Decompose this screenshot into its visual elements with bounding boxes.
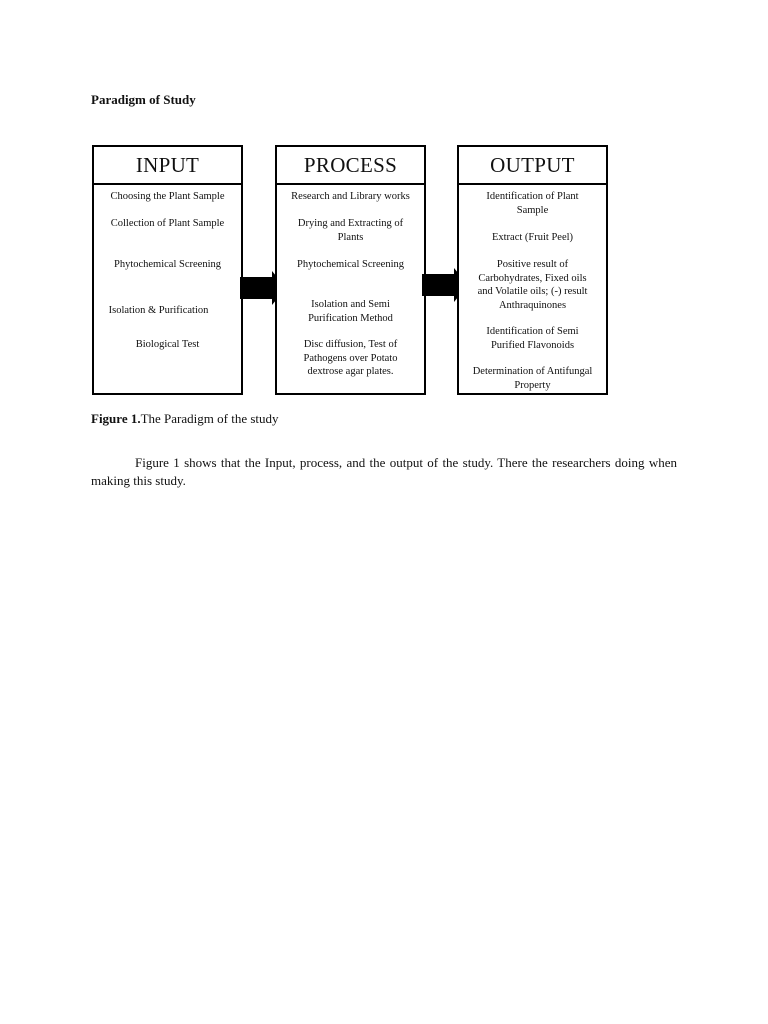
input-item: Collection of Plant Sample [110, 218, 225, 229]
input-box [92, 145, 243, 395]
output-item: Determination of Antifungal Property [472, 366, 593, 391]
process-item: Isolation and Semi Purification Method [308, 299, 393, 324]
input-item: Choosing the Plant Sample [110, 191, 225, 202]
output-box [457, 145, 608, 395]
section-heading: Paradigm of Study [91, 92, 196, 107]
input-item: Phytochemical Screening [113, 259, 221, 270]
input-item: Isolation & Purification [108, 305, 209, 316]
process-item: Drying and Extracting of Plants [297, 218, 404, 243]
process-box-title: PROCESS [277, 147, 424, 185]
output-item: Identification of Plant Sample [486, 191, 579, 216]
figure-caption-text: The Paradigm of the study [140, 411, 279, 426]
process-item: Research and Library works [291, 191, 410, 202]
output-item: Identification of Semi Purified Flavonoids [486, 326, 579, 351]
process-box [275, 145, 426, 395]
output-box-title: OUTPUT [459, 147, 606, 185]
figure-caption [91, 411, 279, 427]
process-item: Disc diffusion, Test of Pathogens over Potato dextrose agar plates. [303, 339, 398, 377]
figure-caption-label: Figure 1. [91, 411, 141, 426]
output-item: Positive result of Carbohydrates, Fixed oils and Volatile oils; (-) result Anthraquinones [477, 259, 588, 311]
process-item: Phytochemical Screening [296, 259, 404, 270]
input-item: Biological Test [135, 339, 200, 350]
input-box-title: INPUT [94, 147, 241, 185]
body-paragraph: Figure 1 shows that the Input, process, and the output of the study. There the researchers doing when making this study. [91, 455, 677, 488]
output-item: Extract (Fruit Peel) [491, 232, 574, 243]
